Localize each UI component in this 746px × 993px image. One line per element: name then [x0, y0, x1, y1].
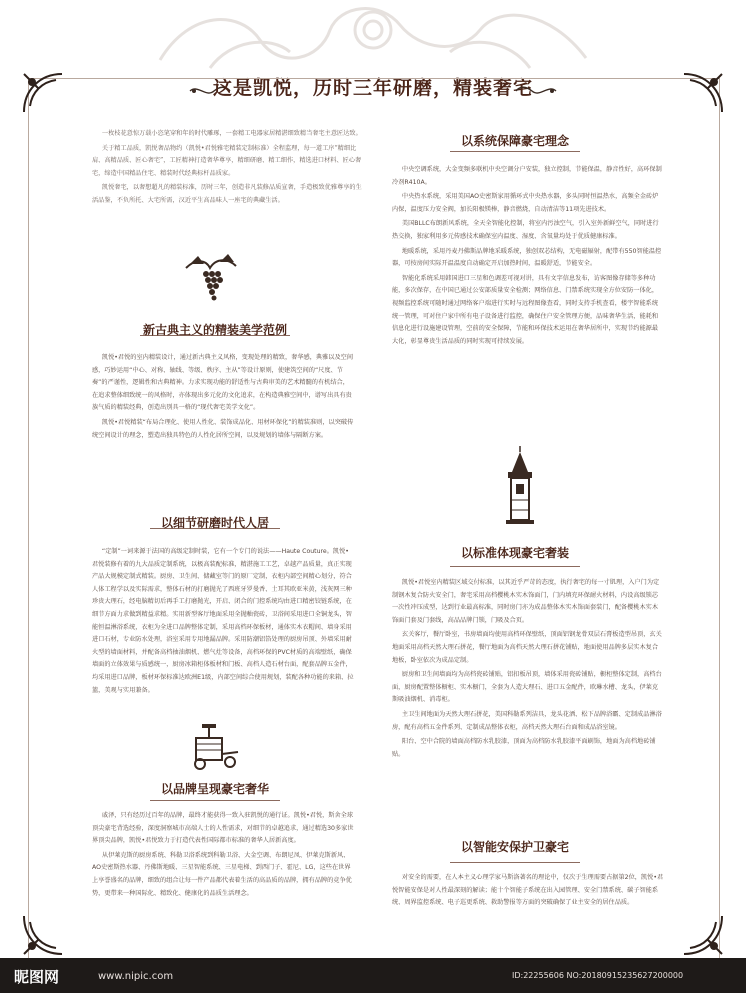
tower-illustration: [502, 446, 538, 524]
intro-paragraph: 关于精工品质，凯悦奢品物约（凯悦•君悦雅宅精装定制标准）全程监理，每一道工序“精细比肩、高精品质、匠心奢宅”，工匠精神打造奢华尊享，精细研磨、精工细作，精选进口材料、匠心奢宅，缔造中国精品住宅、精装时代经典标杆品质家。: [92, 144, 362, 177]
corner-ornament-top-left: [20, 70, 66, 116]
section-rule: [450, 151, 580, 152]
section-paragraph: 阳台、空中合院的墙面高档防水乳胶漆，顶面为高档防水乳胶漆平面刷饰，地面为高档地砖铺贴。: [392, 738, 656, 758]
section-title-security: 以智能安保护卫豪宅: [460, 840, 569, 854]
corner-ornament-top-right: [680, 70, 726, 116]
grape-vine-illustration: [180, 250, 240, 306]
section-body-security: [392, 872, 664, 912]
section-paragraph: 玄关客厅，餐厅卧室，书房墙面均使用高档环保壁纸，顶面铝钢龙骨双层石膏板造型吊顶，玄关地面采用高档天然大理石拼花，餐厅地面为高档天然大理石拼花铺贴，地面使用品牌多层实木复合地板，卧室依次为成品定制。: [392, 631, 662, 664]
cart-illustration: [182, 722, 242, 770]
corner-ornament-bottom-right: [680, 912, 726, 958]
intro-text: [92, 128, 362, 210]
section-body-standard: [392, 577, 664, 763]
section-paragraph: 凯悦•君悦精装“布局合理化、使用人性化、装饰成品化、用材环保化”的精装准则，以突破传统空间设计的理念，塑造出独具特色的人性化居所空间，以及规划的墙体与隔断方案。: [92, 418, 354, 439]
watermark-id: ID:22255606 NO:20180915235627200000: [512, 971, 684, 980]
top-scroll-ornament: [150, 0, 596, 72]
section-rule: [150, 800, 280, 801]
section-title-standard: 以标准体现豪宅奢装: [460, 546, 569, 560]
section-paragraph: “定制”一词来源于法国的高级定制时装，它有一个专门的说法——Haute Couture。凯悦•君悦装修有着的九大品质定制系统，以极高装配标准，精湛施工工艺，卓越产品质量，真正实现产品大规模定制式精装。厨房、卫生间、储藏室等门的原厂定制，衣柜内部空间精心划分，符合人体工程学以及实际需求，整体石材的打磨抛光了西班牙罗曼香、土耳其欧亚米黄，浅灰网三种珍贵大理石，经电脑精切后再手工打磨抛光，开启、闭合的门控系统均由进口精密铰链系统，在细节方面力求做到精益求精。实用新型客厅地面采用全抛釉瓷砖，卫浴间采用进口全铜龙头，智能恒温淋浴系统，衣柜为全进口品牌整体定制，采用高档环保板材，通体实木衣帽间、墙身采用进口石材，专业防水处理，浴室采用专用地漏品牌。采用防潮铝箔处理的厨房吊顶、外墙采用耐火型的墙面材料，并配备高档抽油烟机、燃气灶等设备，高档环保的PVC材质的高端壁纸，确保墙面的立体效果与质感统一，厨房冰箱柜体板材和门板、高档人造石材台面，配套品牌五金件，均采用进口品牌，板材环保标准达欧洲E1级，内部空间综合使用规划，装配各种功能的来箱、拉篮，美观与实用兼备。: [92, 548, 354, 694]
intro-paragraph: 凯悦奢宅，以奢想超凡的精装标准，历时三年，创造非凡装修品质宣奢，手造极致优雅尊享的生活品鉴，不负所托、大宅所需，汉近平生高品味人一座宅的典藏生活。: [92, 184, 362, 204]
section-body-system: [392, 164, 664, 350]
section-paragraph: 美国BLLC布朗新风系统，全天全智能化控制，将室内污浊空气，引入室外新鲜空气，同时进行热交换，独家利用多元传感技术确保室内温度、湿度、含氧量均处于优质健康标准。: [392, 220, 659, 240]
section-paragraph: 戚泽，只有经历过百年的品牌，最终才能获得一致入驻凯悦的通行证。凯悦•君悦，斯舍全球顶尖豪宅背选经验，深度洞察城市高端人士的人性需求，对细节的卓越追求，通过精选30多家世界顶尖品牌，凯悦•君悦致力于打造代表性国际都市标准的奢华人居新高度。: [92, 812, 354, 845]
section-paragraph: 厨房和卫生间墙面均为高档瓷砖铺贴，铝扣板吊顶，墙体采用瓷砖铺贴，橱柜整体定制，高档台面，厨房配置整体橱柜、实木橱门，全套为人造大理石、进口五金配件，欧琳水槽、龙头，伊莱克斯吸油烟机、消毒柜。: [392, 671, 662, 704]
section-paragraph: 从伊莱克斯的厨房系统、科勒卫浴系统到科勒卫浴、大金空调、布朗尼凤、伊莱克斯新风、AO史密斯热水器、丹佛斯地暖、三星智能系统、三星电梯、到西门子、霍尼、LG，这些在世界上享誉盛名的品牌，细致的组合让每一件产品都代表着生活的高品质的品牌，拥有品牌的竞争优势，更带来一种国际化、精致化、健康化的品质生活理念。: [92, 851, 352, 897]
section-paragraph: 中央空调系统，大金变频多联机中央空调分户安装，独立控制，节能保温，静音性好，高环保制冷剂R410A。: [392, 166, 662, 186]
section-paragraph: 地暖系统，采用丹麦丹佛斯品牌地采暖系统，独创双芯结构，无电磁辐射，配带有550智能温控器，可按房间实际开温温度自动确定开启加热时间，温暖舒适，节能安全。: [392, 247, 662, 268]
section-paragraph: 主卫生间地面为天然大理石拼花，美国科勒系列洁具，龙头花洒、松下品牌浴霸、定制成品淋浴房，配有高档五金件系列、定制成品整体衣柜，高档天然大理石台面和成品浴室镜。: [392, 710, 662, 731]
section-body-quality: [92, 810, 354, 902]
section-paragraph: 智能化系统采用韩国进口三星和色调差可视对讲，具有文字信息发布，访客图像存储等多种功能，多次保存，在中国已通过公安部质量安全检测；网络信息、门禁系统实现全方位安防一体化，视频监控系统可随时通过网络客户端进行实时与远程图像查看，同时支持手机查看，楼宇智能系统统一管理，可对住户家中所有电子设备进行监控，确保住户安全管理方便，品味奢华生活，能耗和信息化进行设施建设管理，空前的安全保障，节能和环保技术运用在奢华居所中，实现节约能源最大化，彰显尊贵生活品质的同时实现可持续发展。: [392, 274, 659, 345]
section-title-neo-classical: 新古典主义的精装美学范例: [142, 323, 287, 337]
section-paragraph: 对安全的需要，在人本主义心理学家马斯洛著名的理论中，仅次于生理需要占据第2位，凯悦•君悦智能安保是对人性最深刻的解读；能十个智能子系统在出入园管理、安全门禁系统、碳子智能系统、周界监控系统、电子巡更系统、救助警报等方面的突破确保了业主安全的居住品质。: [392, 874, 664, 907]
corner-ornament-bottom-left: [20, 912, 66, 958]
section-paragraph: 凯悦•君悦室内精装区域交付标准，以其近乎严苛的态度，执行奢宅的每一寸肌理，入户门为定制钢木复合防火安全门，奢宅采用高档樱桃木实木饰面门，门内填充环保耐火材料，内设高级锁芯一次性冲压成型，达到行业最高标准，同时房门亦为成品整体木实木饰面套装门，配备樱桃木实木饰面门套及门套线，高品品牌门锁，门吸及合页。: [392, 579, 660, 624]
section-rule: [450, 862, 580, 863]
section-body-neo-classical: [92, 352, 354, 444]
watermark-url: www.nipic.com: [98, 971, 174, 982]
section-title-quality: 以品牌呈现豪宅奢华: [160, 782, 269, 796]
section-title-system: 以系统保障豪宅理念: [460, 134, 569, 148]
section-paragraph: 中央热水系统，采用美国AO史密斯家用循环式中央热水器，多头同时恒温热水，高频全金砖炉内保，温度压力安全阀，加长阳极镁棒，静音燃烧，自动清洁等11项先进技术。: [392, 193, 659, 213]
section-title-detail: 以细节研磨时代人居: [160, 516, 269, 530]
page-title: 这是凯悦，历时三年研磨，精装奢宅: [212, 77, 533, 99]
section-rule: [450, 566, 580, 567]
watermark-logo: 昵图网: [14, 968, 60, 986]
section-body-detail: [92, 546, 354, 699]
section-paragraph: 凯悦•君悦的室内精装设计，通过新古典主义风格，变现处理的精致，奢华感，典雅以及空间感，巧妙运用“中心、对称、轴线、等级、秩序、主从”等设计原则，使建筑空间的“尺度、节奏”的严谨性，逻辑性和古典精神。力求实现功能的舒适性与古典审美的艺术精髓的有机结合，在追求整体细致统一的风格时，亦体现出多元化的文化追求，在构造典雅空间中，谱写出具有贵族气质的精装经典，创造出别具一格的“现代奢宅美学文化”。: [92, 354, 354, 412]
intro-paragraph: 一枚枝花意惊万载小恣笔穿和年的时代雕琢，一套精工电器家居精湛细致精当奢宅主意匠达致。: [101, 130, 362, 137]
